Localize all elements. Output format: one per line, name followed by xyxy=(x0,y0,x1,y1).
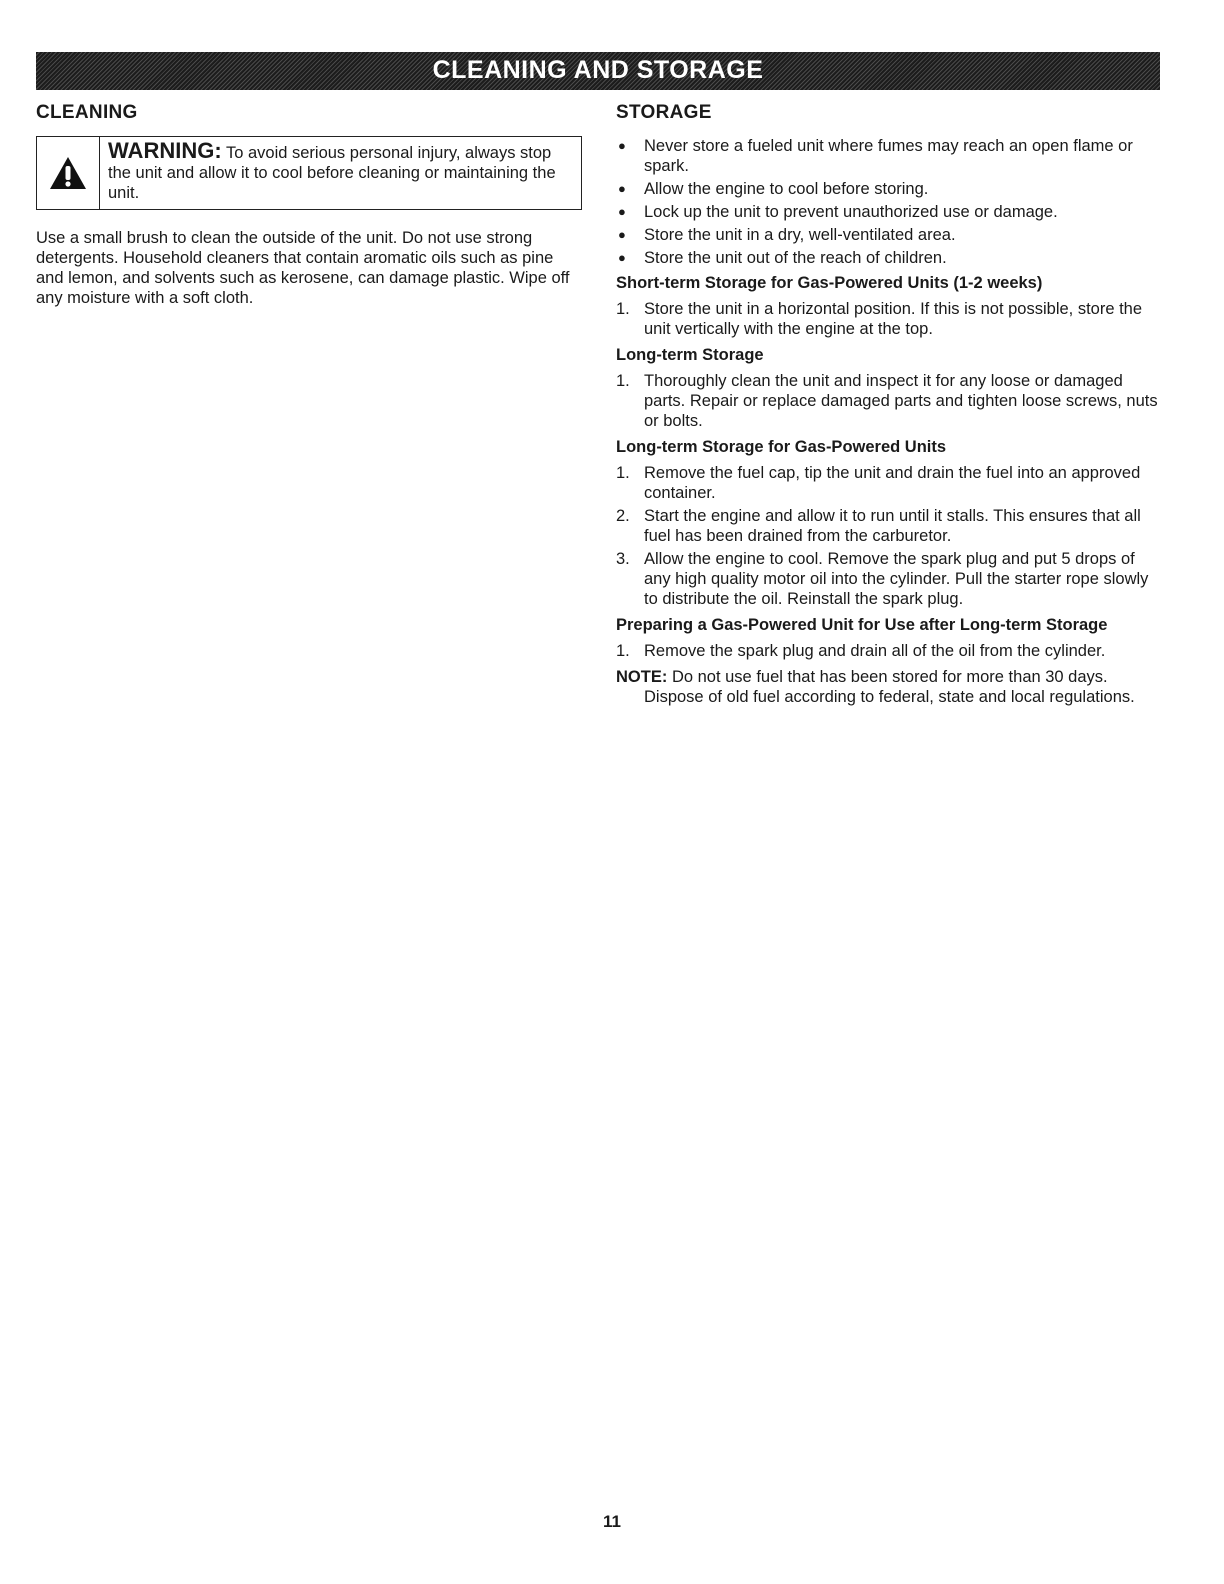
list-item: ● Store the unit out of the reach of children. xyxy=(618,249,947,267)
list-item: ● Store the unit in a dry, well-ventilated area. xyxy=(618,226,956,244)
storage-bullet-list xyxy=(616,136,1164,268)
cleaning-title: CLEANING xyxy=(36,102,138,123)
cleaning-column xyxy=(36,102,582,308)
note-label: NOTE: xyxy=(616,668,668,686)
list-item: 1. Remove the spark plug and drain all of the oil from the cylinder. xyxy=(616,642,1106,660)
list-item: 3. Allow the engine to cool. Remove the spark plug and put 5 drops of any high quality motor oil into the cylinder. Pull the starter rope slowly to distribute the oil. Reinstall the spark plug. xyxy=(616,550,1149,608)
short-term-steps xyxy=(616,299,1164,339)
fuel-note xyxy=(616,667,1164,707)
list-item: 2. Start the engine and allow it to run until it stalls. This ensures that all fuel has been drained from the carburetor. xyxy=(616,507,1141,545)
list-item: 1. Thoroughly clean the unit and inspect it for any loose or damaged parts. Repair or replace damaged parts and tighten loose screws, nuts or bolts. xyxy=(616,372,1158,430)
bullet-icon: ● xyxy=(618,227,626,242)
storage-title: STORAGE xyxy=(616,102,712,123)
long-term-steps xyxy=(616,371,1164,431)
bullet-icon: ● xyxy=(618,250,626,265)
storage-column xyxy=(616,102,1164,707)
warning-message xyxy=(100,137,581,209)
warning-label: WARNING: xyxy=(108,138,222,163)
list-item: ● Allow the engine to cool before storing. xyxy=(618,180,929,198)
warning-triangle-icon xyxy=(37,137,100,209)
bullet-icon: ● xyxy=(618,204,626,219)
long-term-gas-steps xyxy=(616,463,1164,609)
preparing-heading: Preparing a Gas-Powered Unit for Use after Long-term Storage xyxy=(616,616,1108,634)
section-banner xyxy=(36,52,1160,90)
list-item: 1. Store the unit in a horizontal position. If this is not possible, store the unit vertically with the engine at the top. xyxy=(616,300,1143,338)
warning-box xyxy=(36,136,582,210)
cleaning-body: Use a small brush to clean the outside of the unit. Do not use strong detergents. Household cleaners that contain aromatic oils such as pine and lemon, and solvents such as kerosene, can damage plastic. Wipe off any moisture with a soft cloth. xyxy=(36,229,570,307)
list-item: ● Lock up the unit to prevent unauthorized use or damage. xyxy=(618,203,1058,221)
long-term-gas-heading: Long-term Storage for Gas-Powered Units xyxy=(616,438,947,456)
preparing-steps xyxy=(616,641,1164,661)
bullet-icon: ● xyxy=(618,181,626,196)
long-term-heading: Long-term Storage xyxy=(616,346,764,364)
warning-text: To avoid serious personal injury, always stop the unit and allow it to cool before cleaning or maintaining the unit. xyxy=(108,144,556,202)
list-item: ● Never store a fueled unit where fumes may reach an open flame or spark. xyxy=(618,137,1133,175)
page-number: 11 xyxy=(603,1512,621,1531)
short-term-heading: Short-term Storage for Gas-Powered Units (1-2 weeks) xyxy=(616,274,1043,292)
list-item: 1. Remove the fuel cap, tip the unit and drain the fuel into an approved container. xyxy=(616,464,1141,502)
note-text: Do not use fuel that has been stored for more than 30 days. Dispose of old fuel according to federal, state and local regulations. xyxy=(644,668,1135,706)
banner-title: CLEANING AND STORAGE xyxy=(432,56,764,84)
bullet-icon: ● xyxy=(618,138,626,153)
